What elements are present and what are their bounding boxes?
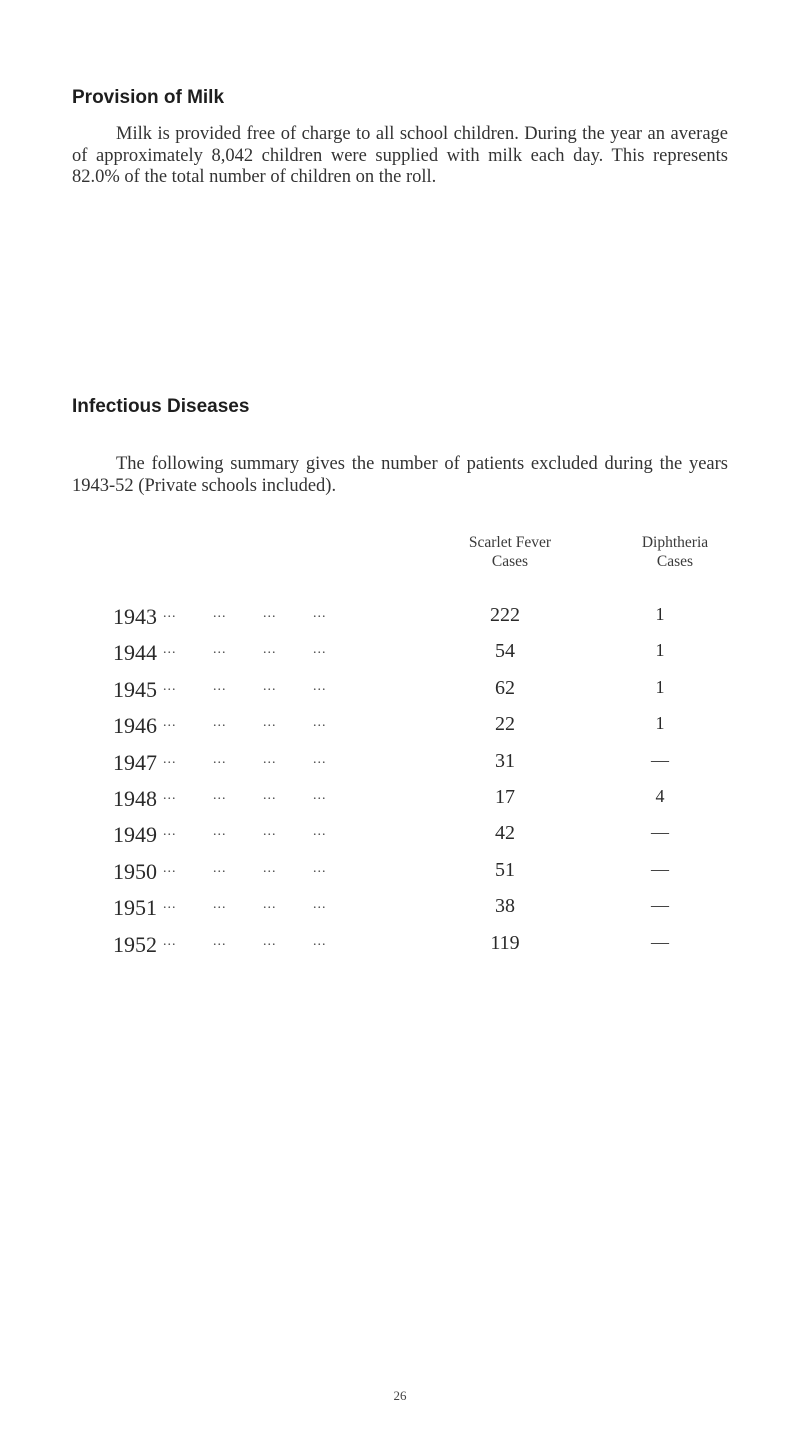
leader-dots: ... ... ... ... bbox=[163, 642, 327, 657]
row-scarlet-fever-cases: 62 bbox=[495, 677, 515, 699]
leader-dots: ... ... ... ... bbox=[163, 715, 327, 730]
table-row bbox=[0, 859, 800, 889]
table-row bbox=[0, 895, 800, 925]
table-row bbox=[0, 640, 800, 670]
page-number: 26 bbox=[393, 1388, 407, 1403]
table-row bbox=[0, 713, 800, 743]
column-header-diphtheria: Diphtheria Cases bbox=[641, 534, 709, 570]
infectious-paragraph bbox=[72, 454, 728, 497]
leader-dots: ... ... ... ... bbox=[163, 788, 327, 803]
leader-dots: ... ... ... ... bbox=[163, 752, 327, 767]
column-header-scarlet-fever: Scarlet Fever Cases bbox=[468, 534, 552, 570]
row-diphtheria-cases: 1 bbox=[655, 713, 665, 733]
row-year: 1949 bbox=[113, 822, 157, 847]
row-diphtheria-cases: 4 bbox=[655, 786, 665, 806]
leader-dots: ... ... ... ... bbox=[163, 824, 327, 839]
row-scarlet-fever-cases: 31 bbox=[495, 750, 515, 772]
row-scarlet-fever-cases: 54 bbox=[495, 640, 515, 662]
row-scarlet-fever-cases: 17 bbox=[495, 786, 515, 808]
table-row bbox=[0, 750, 800, 780]
leader-dots: ... ... ... ... bbox=[163, 679, 327, 694]
table-row bbox=[0, 786, 800, 816]
row-year: 1943 bbox=[113, 604, 157, 629]
row-scarlet-fever-cases: 22 bbox=[495, 713, 515, 735]
table-row bbox=[0, 677, 800, 707]
row-year: 1944 bbox=[113, 640, 157, 665]
row-scarlet-fever-cases: 42 bbox=[495, 822, 515, 844]
table-row bbox=[0, 604, 800, 634]
infectious-heading: Infectious Diseases bbox=[72, 396, 250, 417]
milk-paragraph bbox=[72, 124, 728, 189]
row-scarlet-fever-cases: 222 bbox=[490, 604, 520, 626]
row-diphtheria-cases: — bbox=[651, 932, 669, 952]
milk-paragraph-text: Milk is provided free of charge to all school children. During the year an average of approximately 8,042 children were supplied with milk each day. This represents 82.0% of the total number of children on the roll. bbox=[72, 124, 728, 187]
leader-dots: ... ... ... ... bbox=[163, 934, 327, 949]
row-scarlet-fever-cases: 51 bbox=[495, 859, 515, 881]
row-diphtheria-cases: 1 bbox=[655, 677, 665, 697]
milk-heading: Provision of Milk bbox=[72, 87, 225, 108]
row-year: 1951 bbox=[113, 895, 157, 920]
row-diphtheria-cases: — bbox=[651, 859, 669, 879]
row-year: 1950 bbox=[113, 859, 157, 884]
row-diphtheria-cases: 1 bbox=[655, 604, 665, 624]
row-year: 1945 bbox=[113, 677, 157, 702]
leader-dots: ... ... ... ... bbox=[163, 606, 327, 621]
table-row bbox=[0, 932, 800, 962]
leader-dots: ... ... ... ... bbox=[163, 897, 327, 912]
row-year: 1952 bbox=[113, 932, 157, 957]
row-diphtheria-cases: — bbox=[651, 750, 669, 770]
row-scarlet-fever-cases: 119 bbox=[490, 932, 520, 954]
row-scarlet-fever-cases: 38 bbox=[495, 895, 515, 917]
infectious-paragraph-text: The following summary gives the number of patients excluded during the years 1943-52 (Private schools included). bbox=[72, 454, 728, 496]
row-year: 1947 bbox=[113, 750, 157, 775]
row-year: 1948 bbox=[113, 786, 157, 811]
row-diphtheria-cases: 1 bbox=[655, 640, 665, 660]
row-year: 1946 bbox=[113, 713, 157, 738]
table-row bbox=[0, 822, 800, 852]
row-diphtheria-cases: — bbox=[651, 822, 669, 842]
leader-dots: ... ... ... ... bbox=[163, 861, 327, 876]
row-diphtheria-cases: — bbox=[651, 895, 669, 915]
